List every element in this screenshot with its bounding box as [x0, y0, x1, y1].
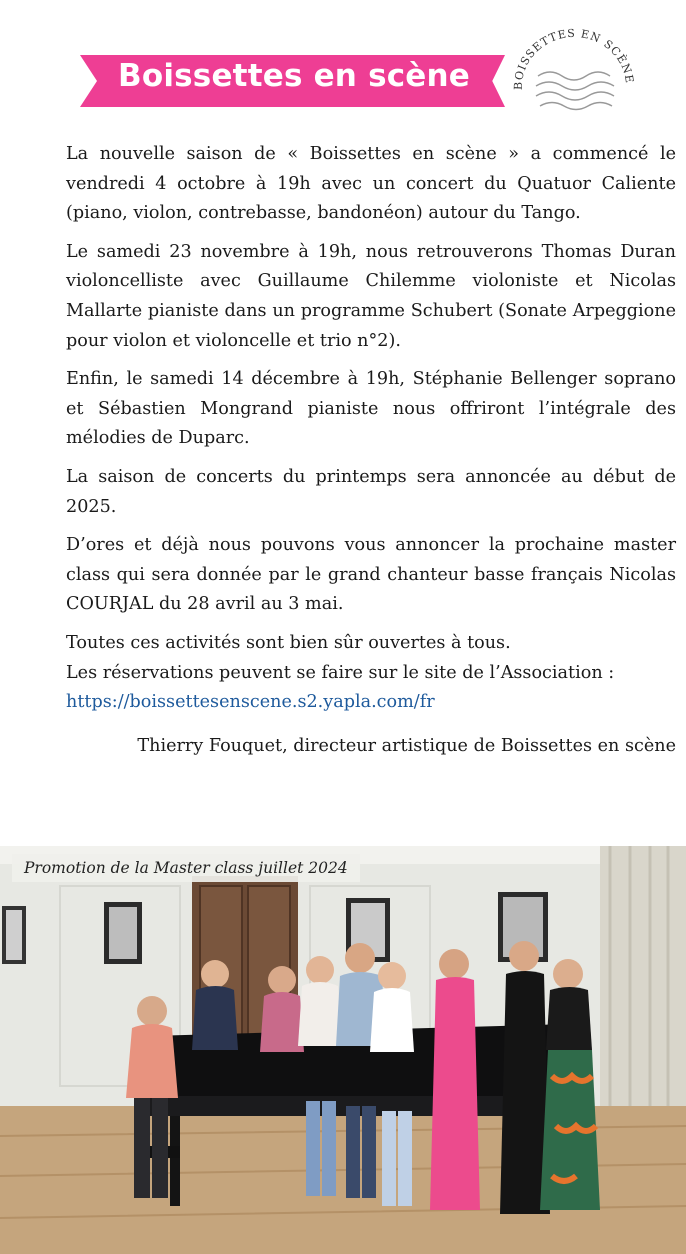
signature: Thierry Fouquet, directeur artistique de Boissettes en scène [137, 735, 676, 756]
photo-caption: Promotion de la Master class juillet 2024 [12, 854, 360, 882]
paragraph-6: Toutes ces activités sont bien sûr ouvertes à tous. [66, 632, 511, 653]
association-link[interactable]: https://boissettesenscene.s2.yapla.com/fr [66, 692, 435, 713]
paragraph-4: La saison de concerts du printemps sera annoncée au début de 2025. [66, 466, 676, 517]
svg-text:BOISSETTES EN SCÈNE: BOISSETTES EN SCÈNE [511, 26, 637, 91]
paragraph-5: D’ores et déjà nous pouvons vous annoncer la prochaine master class qui sera donnée par le grand chanteur basse français Nicolas COURJAL du 28 avril au 3 mai. [66, 535, 676, 615]
paragraph-1: La nouvelle saison de « Boissettes en scène » a commencé le vendredi 4 octobre à 19h avec un concert du Quatuor Caliente (piano, violon, contrebasse, bandonéon) autour du Tango. [66, 144, 676, 224]
paragraph-3: Enfin, le samedi 14 décembre à 19h, Stéphanie Bellenger soprano et Sébastien Mongrand pianiste nous offriront l’intégrale des mélodies de Duparc. [66, 369, 676, 449]
paragraph-2: Le samedi 23 novembre à 19h, nous retrouverons Thomas Duran violoncelliste avec Guillaume Chilemme violoniste et Nicolas Mallarte pianiste dans un programme Schubert (Sonate Arpeggione pour violon et violoncelle et trio n°2). [66, 241, 676, 351]
paragraph-7: Les réservations peuvent se faire sur le site de l’Association : [66, 662, 615, 683]
boissettes-logo [500, 12, 640, 124]
page-title: Boissettes en scène [118, 58, 471, 94]
master-class-photo [0, 846, 686, 1254]
article-body [66, 140, 676, 761]
